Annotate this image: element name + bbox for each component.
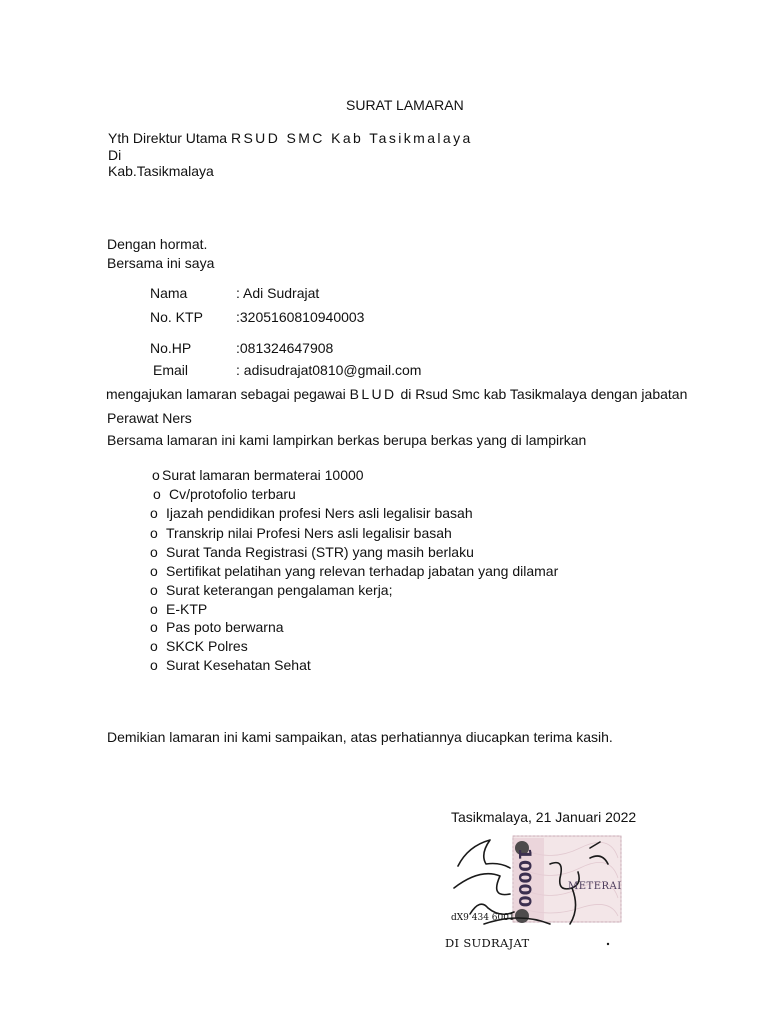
list-item: [150, 526, 452, 540]
attachment-text: Ijazah pendidikan profesi Ners asli legalisir basah: [166, 505, 473, 521]
list-item: [150, 639, 248, 653]
ktp-label: No. KTP: [150, 309, 203, 325]
stamp-value: 10000: [514, 848, 534, 908]
attachment-text: Surat Tanda Registrasi (STR) yang masih berlaku: [166, 544, 474, 560]
attachment-text: Sertifikat pelatihan yang relevan terhadap jabatan yang dilamar: [166, 563, 559, 579]
bullet-icon: o: [150, 563, 158, 579]
application-part-1: mengajukan lamaran sebagai pegawai: [106, 386, 350, 402]
attachment-text: Pas poto berwarna: [166, 619, 284, 635]
bullet-icon: o: [152, 467, 160, 483]
bullet-icon: o: [153, 486, 161, 502]
bullet-icon: o: [150, 582, 158, 598]
email-label: Email: [153, 362, 189, 378]
recipient-prefix: Yth Direktur Utama: [108, 130, 231, 146]
name-value: : Adi Sudrajat: [236, 285, 320, 301]
list-item: [150, 602, 207, 616]
hp-value: :081324647908: [236, 340, 334, 356]
closing-text: Demikian lamaran ini kami sampaikan, atas perhatiannya diucapkan terima kasih.: [107, 729, 613, 745]
email-value: : adisudrajat0810@gmail.com: [236, 362, 422, 378]
bullet-icon: o: [150, 601, 158, 617]
hp-label: No.HP: [150, 340, 192, 356]
bullet-icon: o: [150, 525, 158, 541]
letter-title: SURAT LAMARAN: [346, 97, 464, 113]
attachment-text: SKCK Polres: [166, 638, 248, 654]
application-line-2: Perawat Ners: [107, 410, 192, 426]
stamp-serial: dX9 434 6001: [451, 913, 515, 923]
greeting: Dengan hormat.: [107, 236, 208, 252]
list-item: [153, 487, 296, 501]
bullet-icon: o: [150, 544, 158, 560]
bullet-icon: o: [150, 657, 158, 673]
list-item: [150, 658, 311, 672]
bullet-icon: o: [150, 619, 158, 635]
attachment-text: Cv/protofolio terbaru: [169, 486, 296, 502]
bullet-icon: o: [150, 638, 158, 654]
recipient-line-3: Kab.Tasikmalaya: [108, 163, 214, 179]
application-part-3: di Rsud Smc kab Tasikmalaya dengan jabatan: [396, 386, 688, 402]
recipient-institution: RSUD SMC Kab Tasikmalaya: [230, 130, 473, 146]
attachment-text: Surat keterangan pengalaman kerja;: [166, 582, 393, 598]
intro-text: Bersama ini saya: [107, 255, 215, 271]
attachment-text: Surat lamaran bermaterai 10000: [162, 467, 364, 483]
stamp-label: METERAI: [568, 881, 622, 892]
list-item: [150, 545, 474, 559]
ktp-value: :3205160810940003: [236, 309, 365, 325]
recipient-line-2: Di: [108, 147, 122, 163]
list-item: [150, 564, 558, 578]
list-item: [150, 583, 392, 597]
attachment-text: Surat Kesehatan Sehat: [166, 657, 311, 673]
application-institution-type: BLUD: [349, 386, 397, 402]
bullet-icon: o: [150, 505, 158, 521]
name-label: Nama: [150, 285, 188, 301]
list-item: [150, 506, 473, 520]
list-item: [150, 620, 284, 634]
attachments-intro: Bersama lamaran ini kami lampirkan berkas berupa berkas yang di lampirkan: [107, 432, 587, 448]
list-item: [152, 468, 364, 482]
attachment-text: E-KTP: [166, 601, 208, 617]
signature-name: DI SUDRAJAT: [445, 936, 530, 950]
application-line-1: [106, 387, 687, 401]
recipient-line-1: [108, 131, 473, 145]
attachment-text: Transkrip nilai Profesi Ners asli legalisir basah: [166, 525, 452, 541]
place-date: Tasikmalaya, 21 Januari 2022: [451, 809, 637, 825]
